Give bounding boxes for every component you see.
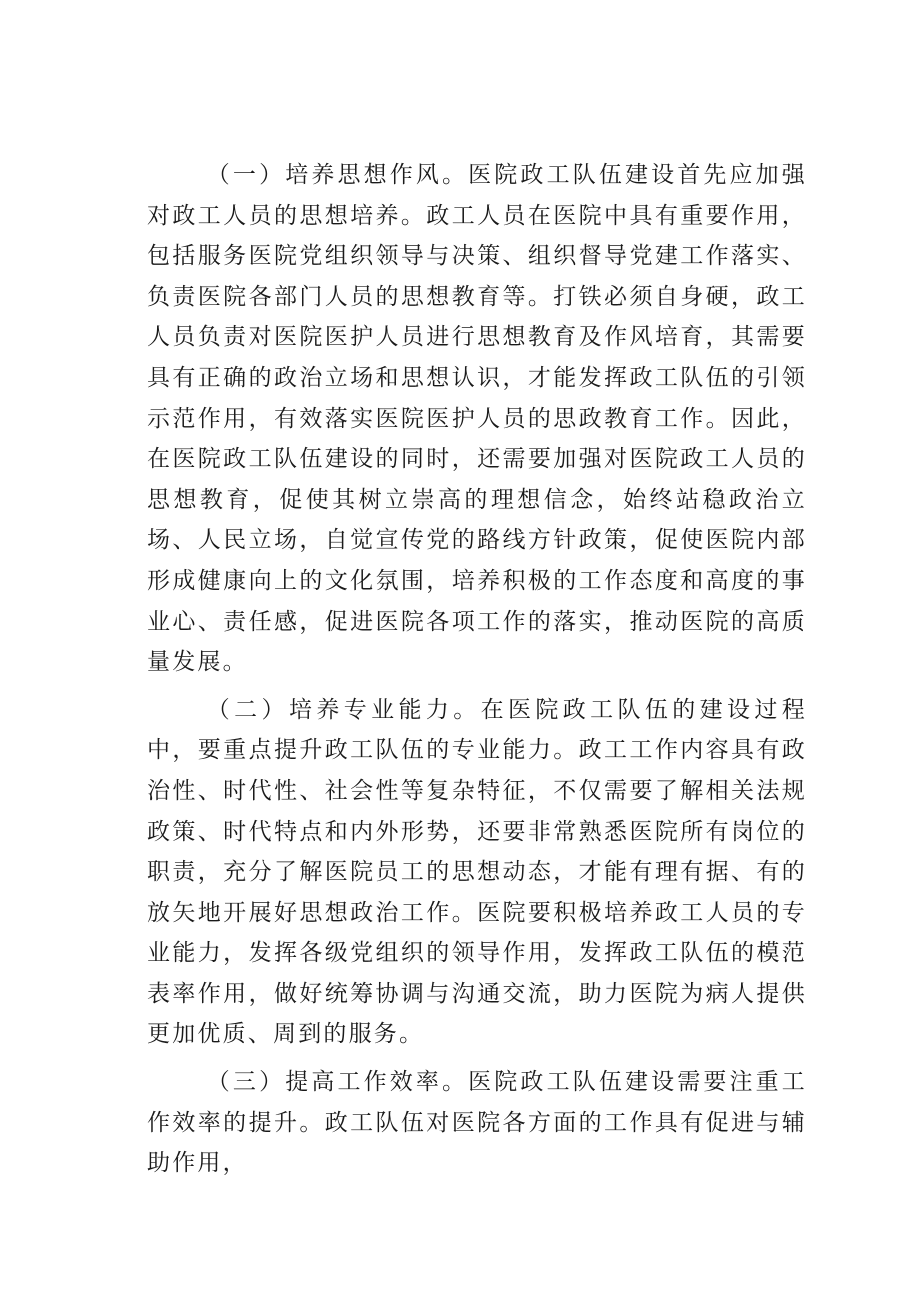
paragraph-cultivate-ideology: （一）培养思想作风。医院政工队伍建设首先应加强对政工人员的思想培养。政工人员在医院中具有重要作用，包括服务医院党组织领导与决策、组织督导党建工作落实、负责医院各部门人员的思想教育等。打铁必须自身硬，政工人员负责对医院医护人员进行思想教育及作风培育，其需要具有正确的政治立场和思想认识，才能发挥政工队伍的引领示范作用，有效落实医院医护人员的思政教育工作。因此，在医院政工队伍建设的同时，还需要加强对医院政工人员的思想教育，促使其树立崇高的理想信念，始终站稳政治立场、人民立场，自觉宣传党的路线方针政策，促使医院内部形成健康向上的文化氛围，培养积极的工作态度和高度的事业心、责任感，促进医院各项工作的落实，推动医院的高质量发展。: [147, 162, 807, 676]
document-body: [147, 155, 807, 1191]
paragraph-improve-work-efficiency: （三）提高工作效率。医院政工队伍建设需要注重工作效率的提升。政工队伍对医院各方面的工作具有促进与辅助作用，: [147, 1069, 807, 1177]
paragraph-cultivate-professional-ability: （二）培养专业能力。在医院政工队伍的建设过程中，要重点提升政工队伍的专业能力。政工工作内容具有政治性、时代性、社会性等复杂特征，不仅需要了解相关法规政策、时代特点和内外形势，还要非常熟悉医院所有岗位的职责，充分了解医院员工的思想动态，才能有理有据、有的放矢地开展好思想政治工作。医院要积极培养政工人员的专业能力，发挥各级党组织的领导作用，发挥政工队伍的模范表率作用，做好统筹协调与沟通交流，助力医院为病人提供更加优质、周到的服务。: [147, 696, 807, 1048]
